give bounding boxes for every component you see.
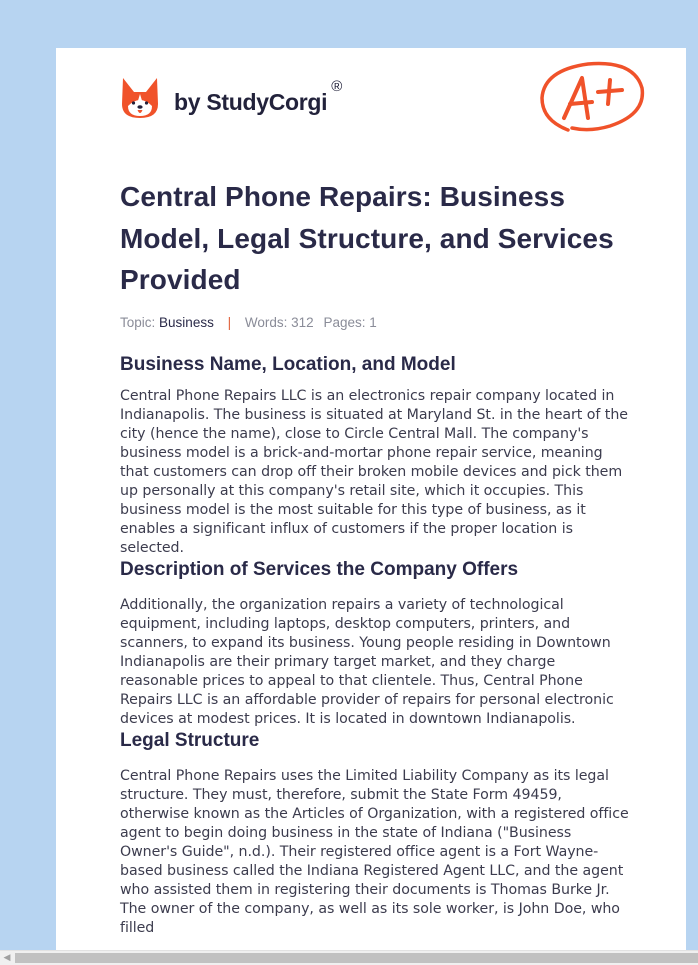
article-meta [120,315,630,330]
a-plus-grade-icon [538,58,648,140]
corgi-logo-icon [120,76,160,120]
section-heading: Legal Structure [120,729,260,751]
meta-separator: | [227,314,232,330]
article [120,176,630,938]
section-body: Central Phone Repairs LLC is an electronics repair company located in Indianapolis. The business is situated at Maryland St. in the heart of the city (hence the name), close to Circle Central Mall. The company's business model is a brick-and-mortar phone repair service, meaning that customers can drop off their broken mobile devices and pick them up personally at this company's retail site, which it occupies. This business model is the most suitable for this type of business, as it enables a significant influx of customers if the proper location is selected. [120,387,628,556]
studycorgi-logo[interactable] [120,76,342,120]
horizontal-scrollbar[interactable] [0,950,698,965]
topic-label: Topic: [120,314,156,330]
registered-mark: ® [331,77,343,95]
section-body: Additionally, the organization repairs a variety of technological equipment, including laptops, desktop computers, printers, and scanners, to expand its business. Young people residing in Downtown Indianapolis are their primary target market, and they charge reasonable prices to appeal to that clientele. Thus, Central Phone Repairs LLC is an affordable provider of repairs for personal electronic devices at modest prices. It is located in downtown Indianapolis. [120,596,614,727]
scrollbar-thumb[interactable] [15,953,698,963]
brand-name: by StudyCorgi [174,88,328,115]
topic-link[interactable]: Business [159,314,214,330]
article-title: Central Phone Repairs: Business Model, Legal Structure, and Services Provided [120,181,614,295]
page-count: Pages: 1 [323,314,377,330]
scroll-left-arrow-icon[interactable]: ◀ [3,953,11,963]
section-heading: Business Name, Location, and Model [120,353,456,375]
section-heading: Description of Services the Company Offers [120,558,519,580]
word-count: Words: 312 [244,314,314,330]
section-body: Central Phone Repairs uses the Limited Liability Company as its legal structure. They must, therefore, submit the State Form 49459, otherwise known as the Articles of Organization, with a registered office agent to begin doing business in the state of Indiana ("Business Owner's Guide", n.d.). Their registered office agent is a Fort Wayne-based business called the Indiana Registered Agent LLC, and the agent who assisted them in registering their documents is Thomas Burke Jr. The owner of the company, as well as its sole worker, is John Doe, who filled [120,767,629,936]
document-page [56,48,686,964]
